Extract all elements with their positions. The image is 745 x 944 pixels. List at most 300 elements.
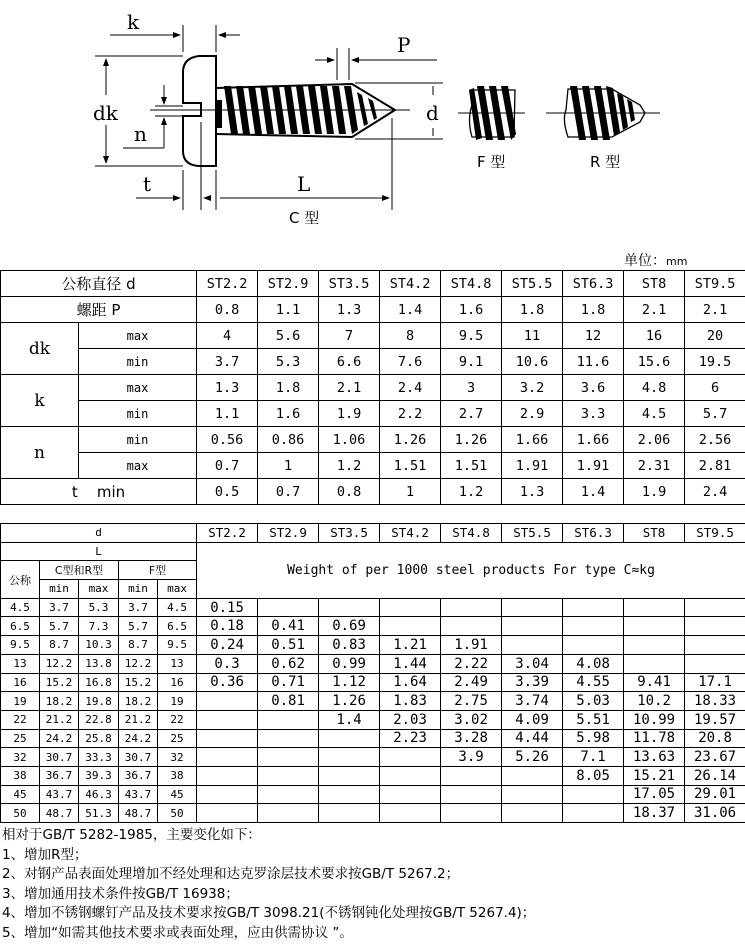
max-header: max (79, 580, 119, 599)
pitch-value: 1.4 (380, 297, 441, 323)
weight-value (319, 729, 380, 748)
weight-value (441, 804, 502, 823)
cr-type-header: C型和R型 (40, 561, 119, 580)
weight-size-header: ST4.8 (441, 524, 502, 543)
weight-value (624, 617, 685, 636)
weight-value (258, 766, 319, 785)
dk-min-value: 3.7 (197, 349, 258, 375)
weight-value (197, 748, 258, 767)
label-L: L (297, 174, 310, 194)
length-cr-max: 5.3 (79, 598, 119, 617)
n-min-label: min (79, 427, 197, 453)
n-min-value: 1.26 (441, 427, 502, 453)
weight-value (563, 617, 624, 636)
length-cr-max: 33.3 (79, 748, 119, 767)
k-max-value: 1.3 (197, 375, 258, 401)
k-min-value: 2.7 (441, 401, 502, 427)
weight-value: 0.69 (319, 617, 380, 636)
length-f-min: 21.2 (119, 710, 158, 729)
weight-value (502, 804, 563, 823)
weight-value: 0.81 (258, 692, 319, 711)
weight-value (685, 617, 745, 636)
weight-value: 5.26 (502, 748, 563, 767)
weight-value (258, 729, 319, 748)
weight-value: 0.41 (258, 617, 319, 636)
weight-value: 9.41 (624, 673, 685, 692)
pitch-value: 1.8 (502, 297, 563, 323)
length-cr-min: 30.7 (40, 748, 79, 767)
pitch-value: 2.1 (624, 297, 685, 323)
weight-value (197, 729, 258, 748)
length-cr-min: 12.2 (40, 654, 79, 673)
length-nominal: 4.5 (1, 598, 40, 617)
max-header: max (158, 580, 197, 599)
length-f-min: 24.2 (119, 729, 158, 748)
weight-value (319, 766, 380, 785)
k-min-row (1, 401, 745, 427)
dk-max-value: 4 (197, 323, 258, 349)
length-f-min: 36.7 (119, 766, 158, 785)
weight-value (502, 785, 563, 804)
pitch-value: 1.1 (258, 297, 319, 323)
k-min-value: 2.2 (380, 401, 441, 427)
weight-value (258, 785, 319, 804)
length-f-min: 12.2 (119, 654, 158, 673)
k-min-value: 1.1 (197, 401, 258, 427)
label-k: k (127, 12, 139, 32)
length-cr-min: 48.7 (40, 804, 79, 823)
k-max-value: 2.4 (380, 375, 441, 401)
weight-value (197, 710, 258, 729)
note-line: 4、增加不锈钢螺钉产品及技术要求按GB/T 3098.21(不锈钢钝化处理按GB/T 5267.4)； (2, 904, 535, 924)
n-max-value: 1.51 (380, 453, 441, 479)
weight-value: 17.1 (685, 673, 745, 692)
dk-min-value: 19.5 (685, 349, 745, 375)
k-max-value: 4.8 (624, 375, 685, 401)
weight-value (380, 785, 441, 804)
label-type-f: F 型 (477, 155, 505, 170)
pitch-row (1, 297, 745, 323)
n-max-value: 1.51 (441, 453, 502, 479)
t-min-value: 0.8 (319, 479, 380, 505)
weight-value: 11.78 (624, 729, 685, 748)
dk-max-value: 11 (502, 323, 563, 349)
length-f-max: 13 (158, 654, 197, 673)
length-cr-max: 39.3 (79, 766, 119, 785)
note-line: 相对于GB/T 5282-1985，主要变化如下： (2, 826, 535, 846)
dk-max-value: 9.5 (441, 323, 502, 349)
weight-value: 4.44 (502, 729, 563, 748)
length-nominal: 25 (1, 729, 40, 748)
length-nominal: 13 (1, 654, 40, 673)
length-cr-min: 8.7 (40, 636, 79, 655)
length-f-max: 50 (158, 804, 197, 823)
t-min-value: 1.3 (502, 479, 563, 505)
weight-value (685, 636, 745, 655)
t-min-value: 2.4 (685, 479, 745, 505)
t-min-value: 1.4 (563, 479, 624, 505)
length-cr-min: 3.7 (40, 598, 79, 617)
weight-value: 18.37 (624, 804, 685, 823)
table-row (1, 804, 745, 823)
weight-value (624, 598, 685, 617)
n-min-value: 1.66 (563, 427, 624, 453)
length-cr-max: 46.3 (79, 785, 119, 804)
size-header: ST6.3 (563, 271, 624, 297)
note-line: 1、增加R型； (2, 846, 535, 866)
weight-value (441, 785, 502, 804)
weight-value: 2.49 (441, 673, 502, 692)
unit-value: mm (666, 255, 687, 268)
min-header: min (40, 580, 79, 599)
weight-value (197, 785, 258, 804)
t-min-label: t min (1, 479, 197, 505)
k-min-value: 4.5 (624, 401, 685, 427)
t-min-value: 1.2 (441, 479, 502, 505)
weight-value: 2.75 (441, 692, 502, 711)
length-f-max: 4.5 (158, 598, 197, 617)
weight-value (563, 804, 624, 823)
size-header: ST4.2 (380, 271, 441, 297)
weight-size-header: ST4.2 (380, 524, 441, 543)
weight-value (563, 598, 624, 617)
table-row (1, 766, 745, 785)
dk-max-value: 12 (563, 323, 624, 349)
L-header: L (1, 542, 197, 561)
weight-value: 1.12 (319, 673, 380, 692)
n-min-value: 2.06 (624, 427, 685, 453)
weight-value: 3.04 (502, 654, 563, 673)
k-min-label: min (79, 401, 197, 427)
weight-value: 0.24 (197, 636, 258, 655)
weight-value: 0.18 (197, 617, 258, 636)
k-max-value: 3 (441, 375, 502, 401)
length-nominal: 19 (1, 692, 40, 711)
length-cr-max: 16.8 (79, 673, 119, 692)
n-min-value: 1.06 (319, 427, 380, 453)
weight-size-header: ST8 (624, 524, 685, 543)
length-f-min: 15.2 (119, 673, 158, 692)
n-min-value: 1.26 (380, 427, 441, 453)
table-row (1, 654, 745, 673)
size-header: ST9.5 (685, 271, 745, 297)
n-min-value: 2.56 (685, 427, 745, 453)
weight-value: 4.09 (502, 710, 563, 729)
length-f-max: 19 (158, 692, 197, 711)
length-cr-min: 24.2 (40, 729, 79, 748)
length-nominal: 6.5 (1, 617, 40, 636)
length-f-min: 30.7 (119, 748, 158, 767)
dk-min-value: 15.6 (624, 349, 685, 375)
label-type-c: C 型 (289, 211, 319, 226)
length-f-min: 8.7 (119, 636, 158, 655)
weight-value: 31.06 (685, 804, 745, 823)
table-row (1, 748, 745, 767)
nominal-diameter-header: 公称直径 d (1, 271, 197, 297)
k-min-value: 3.3 (563, 401, 624, 427)
weight-value (319, 785, 380, 804)
weight-value (563, 636, 624, 655)
note-line: 3、增加通用技术条件按GB/T 16938； (2, 885, 535, 905)
weight-value (441, 766, 502, 785)
n-max-value: 2.81 (685, 453, 745, 479)
weight-value: 0.51 (258, 636, 319, 655)
n-max-value: 1.2 (319, 453, 380, 479)
k-min-value: 1.9 (319, 401, 380, 427)
weight-value (685, 598, 745, 617)
dk-max-label: max (79, 323, 197, 349)
weight-value (441, 598, 502, 617)
length-f-max: 38 (158, 766, 197, 785)
size-header: ST2.9 (258, 271, 319, 297)
weight-value: 3.02 (441, 710, 502, 729)
length-f-max: 6.5 (158, 617, 197, 636)
dk-min-value: 11.6 (563, 349, 624, 375)
length-f-min: 18.2 (119, 692, 158, 711)
pitch-value: 1.3 (319, 297, 380, 323)
dk-min-value: 10.6 (502, 349, 563, 375)
dk-max-value: 5.6 (258, 323, 319, 349)
dk-min-value: 9.1 (441, 349, 502, 375)
weight-value: 5.51 (563, 710, 624, 729)
weight-value: 1.83 (380, 692, 441, 711)
weight-value: 3.28 (441, 729, 502, 748)
weight-value: 0.99 (319, 654, 380, 673)
length-f-max: 32 (158, 748, 197, 767)
weight-value: 3.74 (502, 692, 563, 711)
dk-min-label: min (79, 349, 197, 375)
t-min-value: 1 (380, 479, 441, 505)
dk-max-value: 7 (319, 323, 380, 349)
label-P: P (397, 35, 410, 55)
length-f-max: 9.5 (158, 636, 197, 655)
length-cr-min: 5.7 (40, 617, 79, 636)
pitch-label: 螺距 P (1, 297, 197, 323)
weight-value: 4.08 (563, 654, 624, 673)
weight-value: 2.23 (380, 729, 441, 748)
weight-table (0, 523, 745, 823)
t-row (1, 479, 745, 505)
note-line: 5、增加“如需其他技术要求或表面处理，应由供需协议 ”。 (2, 924, 535, 944)
n-min-value: 1.66 (502, 427, 563, 453)
weight-value (197, 804, 258, 823)
n-label: n (1, 427, 79, 479)
d-header: d (1, 524, 197, 543)
weight-value: 3.9 (441, 748, 502, 767)
size-header: ST2.2 (197, 271, 258, 297)
weight-size-header: ST2.2 (197, 524, 258, 543)
k-min-value: 1.6 (258, 401, 319, 427)
n-max-label: max (79, 453, 197, 479)
weight-value (197, 766, 258, 785)
length-cr-max: 7.3 (79, 617, 119, 636)
length-f-max: 22 (158, 710, 197, 729)
weight-value (502, 598, 563, 617)
length-f-max: 25 (158, 729, 197, 748)
label-n: n (134, 124, 147, 144)
weight-value: 2.03 (380, 710, 441, 729)
length-cr-min: 43.7 (40, 785, 79, 804)
weight-value (258, 598, 319, 617)
table-row (1, 710, 745, 729)
length-nominal: 9.5 (1, 636, 40, 655)
weight-value (624, 654, 685, 673)
weight-value: 0.36 (197, 673, 258, 692)
weight-value: 1.64 (380, 673, 441, 692)
weight-value: 26.14 (685, 766, 745, 785)
weight-value: 17.05 (624, 785, 685, 804)
weight-size-header: ST5.5 (502, 524, 563, 543)
n-max-value: 1.91 (502, 453, 563, 479)
n-max-value: 1 (258, 453, 319, 479)
weight-value: 19.57 (685, 710, 745, 729)
length-nominal: 16 (1, 673, 40, 692)
length-nominal: 50 (1, 804, 40, 823)
n-min-value: 0.86 (258, 427, 319, 453)
size-header: ST3.5 (319, 271, 380, 297)
dk-max-value: 16 (624, 323, 685, 349)
weight-value: 13.63 (624, 748, 685, 767)
weight-value: 4.55 (563, 673, 624, 692)
weight-size-header: ST6.3 (563, 524, 624, 543)
dk-max-value: 20 (685, 323, 745, 349)
weight-value: 18.33 (685, 692, 745, 711)
weight-value: 10.2 (624, 692, 685, 711)
t-min-value: 1.9 (624, 479, 685, 505)
k-max-value: 3.6 (563, 375, 624, 401)
t-min-value: 0.7 (258, 479, 319, 505)
weight-value (563, 785, 624, 804)
weight-value: 1.21 (380, 636, 441, 655)
n-min-value: 0.56 (197, 427, 258, 453)
weight-value: 23.67 (685, 748, 745, 767)
label-dk: dk (93, 103, 118, 123)
label-d: d (426, 103, 439, 123)
weight-value: 0.62 (258, 654, 319, 673)
length-cr-max: 10.3 (79, 636, 119, 655)
k-max-value: 1.8 (258, 375, 319, 401)
length-f-min: 43.7 (119, 785, 158, 804)
weight-size-header: ST3.5 (319, 524, 380, 543)
table-row (1, 785, 745, 804)
dk-min-value: 5.3 (258, 349, 319, 375)
weight-size-row (1, 524, 745, 543)
revision-notes (2, 826, 535, 944)
note-line: 2、对钢产品表面处理增加不经处理和达克罗涂层技术要求按GB/T 5267.2； (2, 865, 535, 885)
length-cr-min: 18.2 (40, 692, 79, 711)
length-f-max: 45 (158, 785, 197, 804)
dk-min-row (1, 349, 745, 375)
weight-value: 5.98 (563, 729, 624, 748)
length-cr-max: 13.8 (79, 654, 119, 673)
table-row (1, 692, 745, 711)
weight-value: 1.26 (319, 692, 380, 711)
weight-value (258, 748, 319, 767)
label-t: t (143, 174, 151, 194)
weight-value (502, 766, 563, 785)
pitch-value: 0.8 (197, 297, 258, 323)
k-min-value: 5.7 (685, 401, 745, 427)
k-label: k (1, 375, 79, 427)
weight-value (380, 617, 441, 636)
weight-value: 2.22 (441, 654, 502, 673)
length-cr-max: 19.8 (79, 692, 119, 711)
n-max-value: 1.91 (563, 453, 624, 479)
weight-value: 20.8 (685, 729, 745, 748)
weight-value: 29.01 (685, 785, 745, 804)
weight-size-header: ST2.9 (258, 524, 319, 543)
weight-value: 0.3 (197, 654, 258, 673)
table-row (1, 617, 745, 636)
length-nominal: 45 (1, 785, 40, 804)
weight-value: 1.44 (380, 654, 441, 673)
n-max-row (1, 453, 745, 479)
dk-label: dk (1, 323, 79, 375)
length-cr-min: 15.2 (40, 673, 79, 692)
weight-value: 0.71 (258, 673, 319, 692)
unit-caption (624, 250, 687, 270)
weight-value (380, 748, 441, 767)
weight-value (502, 617, 563, 636)
k-min-value: 2.9 (502, 401, 563, 427)
length-f-min: 3.7 (119, 598, 158, 617)
size-header: ST8 (624, 271, 685, 297)
weight-value: 0.15 (197, 598, 258, 617)
dk-max-value: 8 (380, 323, 441, 349)
length-nominal: 32 (1, 748, 40, 767)
k-max-value: 2.1 (319, 375, 380, 401)
f-type-header: F型 (119, 561, 197, 580)
weight-value: 15.21 (624, 766, 685, 785)
length-cr-max: 51.3 (79, 804, 119, 823)
weight-value: 8.05 (563, 766, 624, 785)
table-row (1, 598, 745, 617)
weight-value: 0.83 (319, 636, 380, 655)
weight-value (197, 692, 258, 711)
weight-value (380, 804, 441, 823)
weight-value (502, 636, 563, 655)
length-cr-min: 21.2 (40, 710, 79, 729)
table-row (1, 673, 745, 692)
table-row (1, 636, 745, 655)
pitch-value: 1.6 (441, 297, 502, 323)
weight-value: 1.4 (319, 710, 380, 729)
weight-value (380, 598, 441, 617)
weight-value (258, 710, 319, 729)
dk-min-value: 7.6 (380, 349, 441, 375)
length-f-min: 48.7 (119, 804, 158, 823)
weight-value: 7.1 (563, 748, 624, 767)
size-header: ST4.8 (441, 271, 502, 297)
k-max-value: 3.2 (502, 375, 563, 401)
length-nominal: 22 (1, 710, 40, 729)
weight-value (319, 804, 380, 823)
weight-value: 1.91 (441, 636, 502, 655)
k-max-row (1, 375, 745, 401)
k-max-label: max (79, 375, 197, 401)
n-max-value: 2.31 (624, 453, 685, 479)
nominal-header: 公称 (1, 561, 40, 598)
dk-max-row (1, 323, 745, 349)
size-row (1, 271, 745, 297)
weight-note: Weight of per 1000 steel products For type C≈kg (197, 542, 745, 598)
length-nominal: 38 (1, 766, 40, 785)
table-row (1, 729, 745, 748)
n-min-row (1, 427, 745, 453)
weight-value (319, 598, 380, 617)
length-cr-max: 25.8 (79, 729, 119, 748)
n-max-value: 0.7 (197, 453, 258, 479)
